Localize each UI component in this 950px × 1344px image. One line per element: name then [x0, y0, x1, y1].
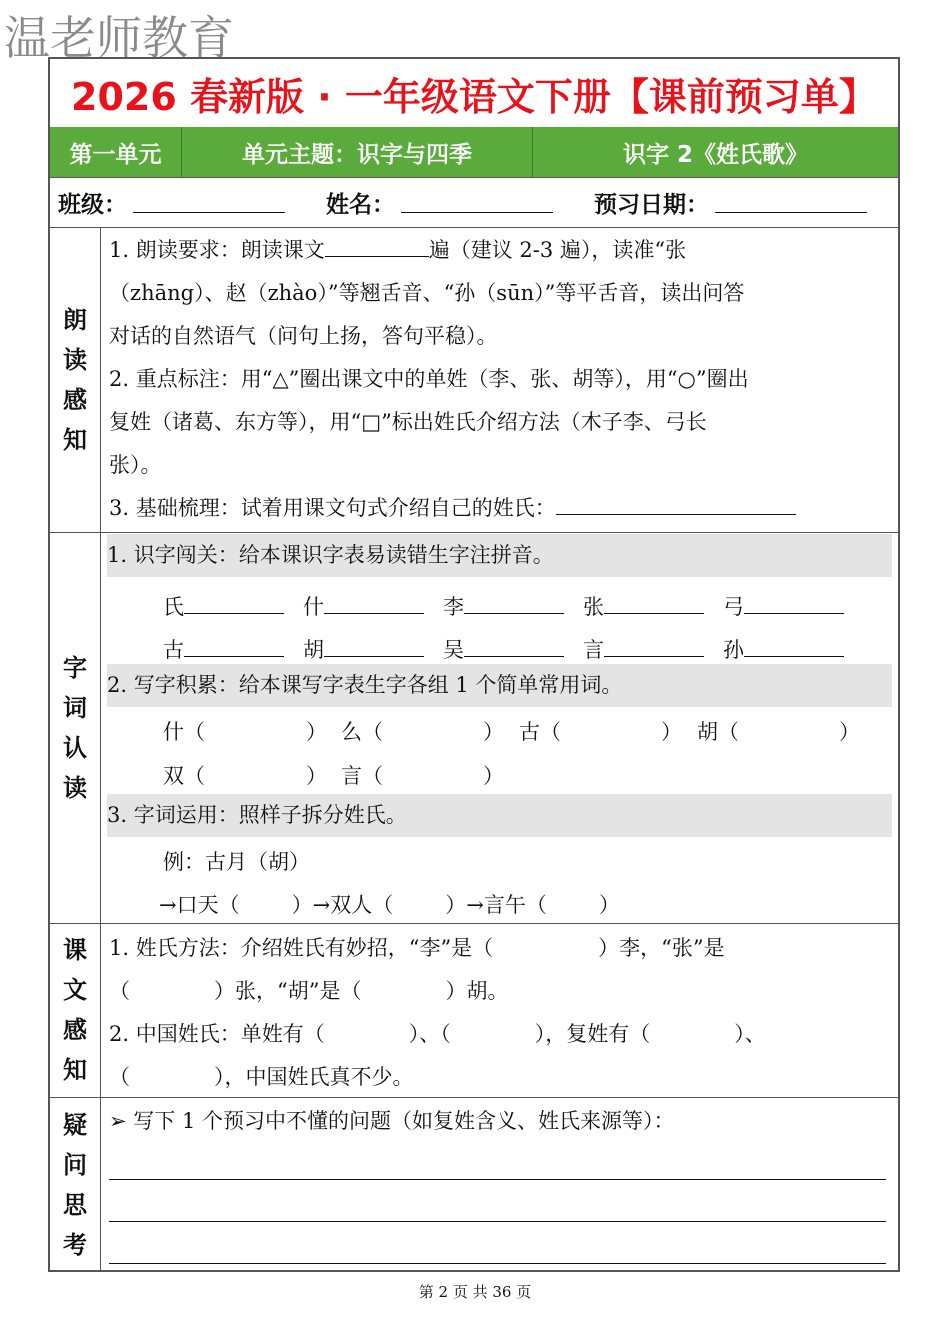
pinyin-item — [443, 630, 564, 664]
label-char: 朗 — [63, 305, 87, 334]
paren-close: ） — [306, 720, 327, 744]
question-1: 1. 识字闯关：给本课识字表易读错生字注拼音。 — [107, 534, 892, 577]
worksheet — [48, 57, 900, 1272]
pinyin-blank[interactable] — [744, 587, 844, 614]
paren-close: ） — [306, 764, 327, 788]
pinyin-blank[interactable] — [604, 587, 704, 614]
section-reading — [50, 227, 898, 533]
paren-close: ） — [839, 720, 860, 744]
char: 言 — [583, 638, 604, 662]
word-item: 言（ — [341, 764, 383, 788]
pinyin-blank[interactable] — [184, 587, 284, 614]
pinyin-blank[interactable] — [464, 587, 564, 614]
label-char: 字 — [63, 653, 87, 682]
pinyin-item — [303, 630, 424, 664]
section-label — [50, 923, 101, 1097]
section-words — [50, 532, 898, 924]
section-label — [50, 532, 101, 923]
text-line: 2. 重点标注：用“△”圈出课文中的单姓（李、张、胡等），用“○”圈出 — [109, 367, 749, 391]
label-char: 知 — [63, 1056, 87, 1084]
text: 遍（建议 2-3 遍），读准“张 — [428, 238, 687, 262]
page-footer: 第 2 页 共 36 页 — [418, 1283, 532, 1301]
text-line: （zhāng）、赵（zhào）”等翘舌音、“孙（sūn）”等平舌音，读出问答 — [109, 281, 745, 305]
info-row — [50, 177, 898, 228]
word-item: 么（ — [341, 720, 383, 744]
char: 张 — [583, 595, 604, 619]
pinyin-blank[interactable] — [324, 630, 424, 657]
char: 孙 — [723, 638, 744, 662]
reading-req-line — [109, 229, 890, 272]
class-field[interactable] — [133, 192, 285, 213]
text: ） — [598, 893, 620, 917]
date-field[interactable] — [715, 192, 867, 213]
section-label — [50, 1097, 101, 1272]
paren-close: ） — [483, 720, 504, 744]
pinyin-item — [163, 630, 284, 664]
pinyin-blank[interactable] — [604, 630, 704, 657]
label-char: 感 — [63, 385, 87, 414]
question-3: 3. 字词运用：照样子拆分姓氏。 — [107, 794, 892, 837]
pinyin-blank[interactable] — [464, 630, 564, 657]
label-char: 读 — [63, 345, 87, 374]
pinyin-item — [303, 587, 424, 621]
text: ）→双人（ — [291, 893, 394, 917]
label-char: 读 — [63, 773, 87, 802]
char: 什 — [303, 595, 324, 619]
pinyin-item — [723, 587, 844, 621]
word-item: 古（ — [519, 720, 561, 744]
name-label: 姓名： — [326, 191, 395, 218]
char: 古 — [163, 638, 184, 662]
times-blank[interactable] — [325, 230, 429, 257]
pinyin-blank[interactable] — [324, 587, 424, 614]
theme-cell: 单元主题：识字与四季 — [182, 127, 533, 177]
date-label: 预习日期： — [594, 191, 709, 218]
char: 弓 — [723, 595, 744, 619]
label-char: 感 — [63, 1016, 87, 1044]
paren-close: ） — [483, 764, 504, 788]
intro-blank[interactable] — [556, 488, 796, 515]
section-text — [50, 923, 898, 1098]
pinyin-item — [723, 630, 844, 664]
label-char: 词 — [63, 693, 87, 722]
text-line: （ ），中国姓氏真不少。 — [109, 1065, 414, 1089]
header-bar — [50, 127, 898, 178]
text: 3. 基础梳理：试着用课文句式介绍自己的姓氏： — [109, 496, 556, 520]
paren-close: ） — [661, 720, 682, 744]
word-item: 什（ — [163, 720, 205, 744]
question-prompt: ➢ 写下 1 个预习中不懂的问题（如复姓含义、姓氏来源等）： — [109, 1109, 675, 1133]
unit-cell: 第一单元 — [50, 127, 182, 177]
text-line: 复姓（诸葛、东方等），用“□”标出姓氏介绍方法（木子李、弓长 — [109, 410, 707, 434]
section-label — [50, 227, 101, 532]
char: 李 — [443, 595, 464, 619]
label-char: 知 — [63, 425, 87, 454]
label-char: 问 — [63, 1150, 87, 1179]
char: 氏 — [163, 595, 184, 619]
question-2: 2. 写字积累：给本课写字表生字各组 1 个简单常用词。 — [107, 664, 892, 707]
split-text — [159, 889, 620, 919]
pinyin-item — [583, 587, 704, 621]
label-char: 认 — [63, 733, 87, 762]
text-line: （ ）张，“胡”是（ ）胡。 — [109, 979, 509, 1003]
text: ）→言午（ — [445, 893, 547, 917]
example-text: 例：古月（胡） — [163, 850, 310, 874]
text-line: 1. 姓氏方法：介绍姓氏有妙招，“李”是（ ）李，“张”是 — [109, 936, 725, 960]
text-line: 对话的自然语气（问句上扬，答句平稳）。 — [109, 324, 498, 348]
label-char: 思 — [63, 1190, 87, 1219]
label-char: 文 — [63, 976, 87, 1004]
label-char: 考 — [63, 1230, 87, 1259]
label-char: 课 — [63, 936, 87, 964]
page-title: 2026 春新版 · 一年级语文下册【课前预习单】 — [50, 59, 898, 128]
name-field[interactable] — [401, 192, 553, 213]
answer-line[interactable] — [109, 1179, 886, 1180]
word-item: 双（ — [163, 764, 205, 788]
intro-line — [109, 487, 890, 530]
section-questions — [50, 1097, 898, 1272]
word-item: 胡（ — [697, 720, 739, 744]
watermark: 温老师教育 — [4, 11, 234, 65]
pinyin-item — [583, 630, 704, 664]
pinyin-blank[interactable] — [184, 630, 284, 657]
text-line: 2. 中国姓氏：单姓有（ ）、（ ），复姓有（ ）、 — [109, 1022, 766, 1046]
pinyin-item — [163, 587, 284, 621]
answer-line[interactable] — [109, 1263, 886, 1264]
char: 吴 — [443, 638, 464, 662]
text: 1. 朗读要求：朗读课文 — [109, 238, 325, 262]
text: →口天（ — [159, 893, 240, 917]
label-char: 疑 — [63, 1110, 87, 1139]
pinyin-item — [443, 587, 564, 621]
char: 胡 — [303, 638, 324, 662]
answer-line[interactable] — [109, 1221, 886, 1222]
text-line: 张）。 — [109, 453, 162, 477]
class-label: 班级： — [58, 191, 127, 218]
lesson-cell: 识字 2《姓氏歌》 — [622, 141, 808, 168]
pinyin-blank[interactable] — [744, 630, 844, 657]
